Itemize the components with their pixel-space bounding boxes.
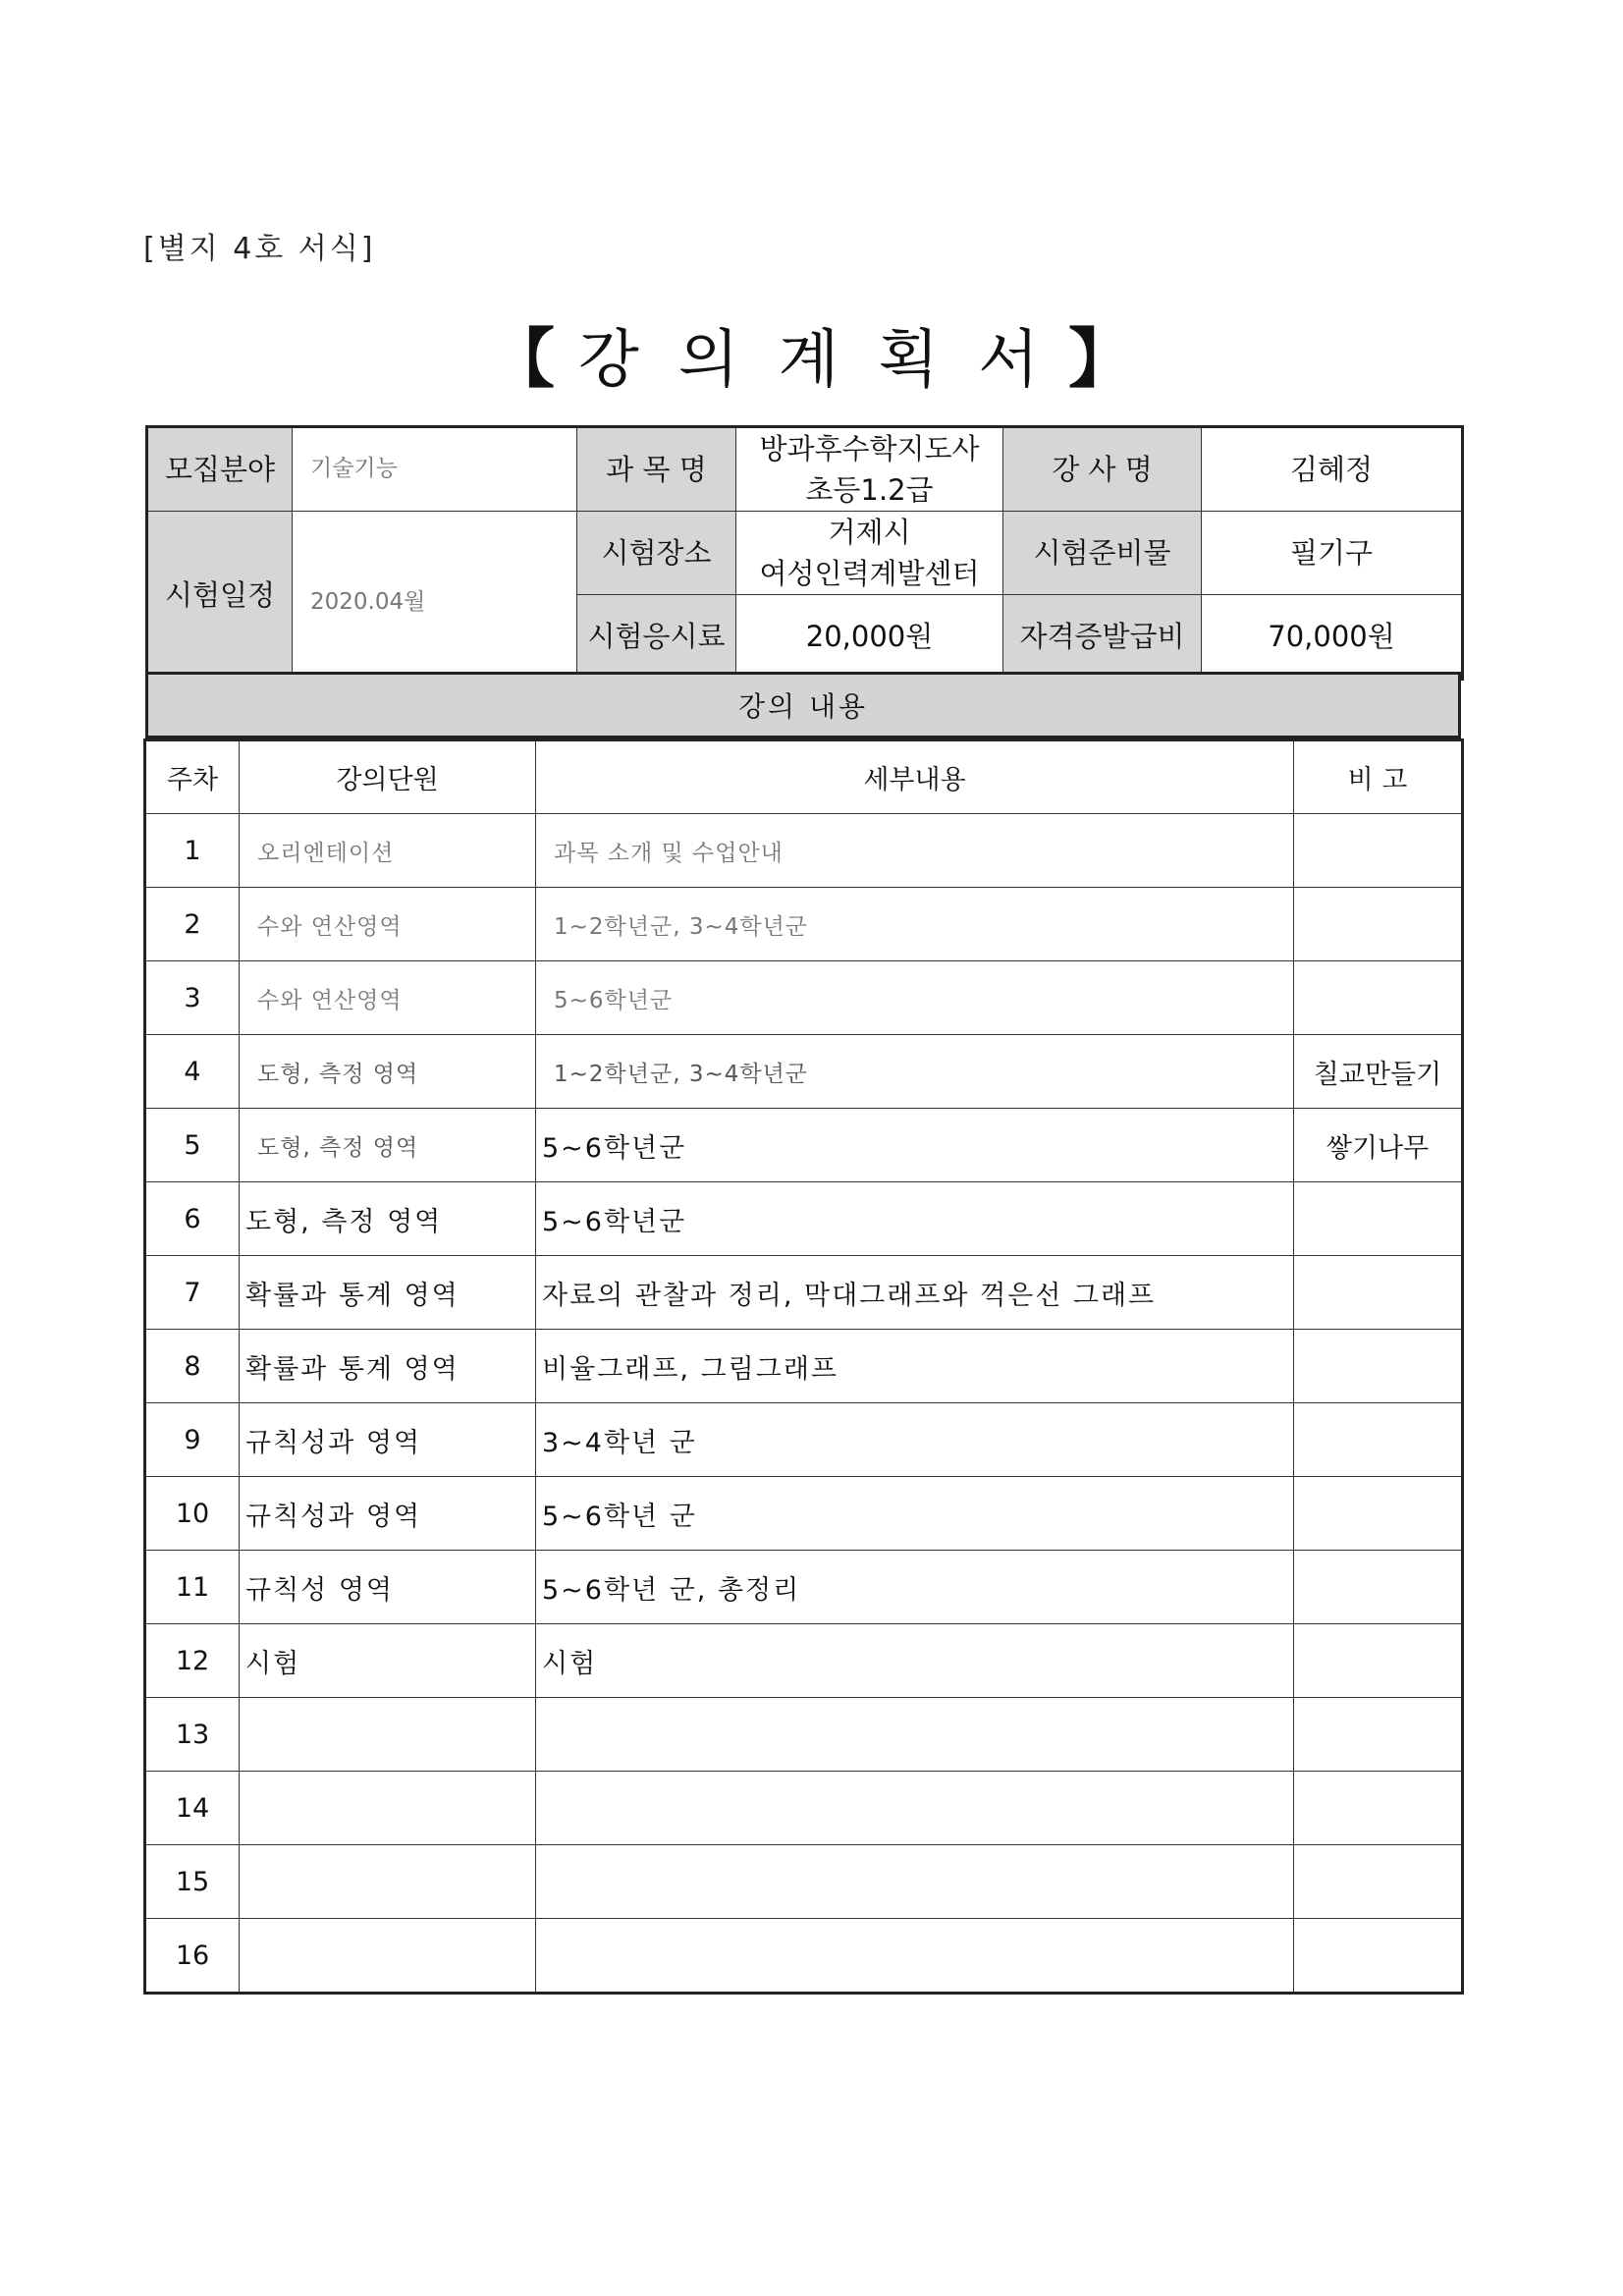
note-cell xyxy=(1294,1403,1463,1477)
exam-supplies-value: 필기구 xyxy=(1202,512,1463,595)
note-cell xyxy=(1294,1330,1463,1403)
table-row xyxy=(145,888,1463,961)
detail-cell: 5~6학년군 xyxy=(536,1109,1294,1182)
table-row xyxy=(145,1330,1463,1403)
note-cell: 칠교만들기 xyxy=(1294,1035,1463,1109)
detail-cell xyxy=(536,1919,1294,1994)
note-cell: 쌓기나무 xyxy=(1294,1109,1463,1182)
week-cell: 5 xyxy=(145,1109,240,1182)
week-cell: 6 xyxy=(145,1182,240,1256)
note-cell xyxy=(1294,1182,1463,1256)
note-cell xyxy=(1294,1256,1463,1330)
unit-cell: 규칙성 영역 xyxy=(240,1551,536,1624)
detail-cell: 1~2학년군, 3~4학년군 xyxy=(536,1035,1294,1109)
title-open-bracket: 【 xyxy=(489,321,555,397)
table-row xyxy=(145,1845,1463,1919)
note-cell xyxy=(1294,1551,1463,1624)
course-name-label: 과 목 명 xyxy=(577,427,736,512)
week-cell: 2 xyxy=(145,888,240,961)
exam-fee-value: 20,000원 xyxy=(736,595,1003,680)
column-header-note: 비 고 xyxy=(1294,740,1463,814)
cert-fee-value: 70,000원 xyxy=(1202,595,1463,680)
column-header-unit: 강의단원 xyxy=(240,740,536,814)
exam-place-line2: 여성인력계발센터 xyxy=(759,557,980,591)
unit-cell: 도형, 측정 영역 xyxy=(240,1035,536,1109)
table-row xyxy=(145,1477,1463,1551)
detail-cell: 5~6학년군 xyxy=(536,961,1294,1035)
unit-cell: 규칙성과 영역 xyxy=(240,1403,536,1477)
unit-cell: 수와 연산영역 xyxy=(240,888,536,961)
exam-schedule-value: 2020.04월 xyxy=(293,512,577,680)
note-cell xyxy=(1294,1624,1463,1698)
note-cell xyxy=(1294,888,1463,961)
instructor-label: 강 사 명 xyxy=(1003,427,1202,512)
detail-cell xyxy=(536,1698,1294,1772)
note-cell xyxy=(1294,961,1463,1035)
detail-cell: 5~6학년 군, 총정리 xyxy=(536,1551,1294,1624)
unit-cell xyxy=(240,1772,536,1845)
title-close-bracket: 】 xyxy=(1068,321,1134,397)
instructor-value: 김혜정 xyxy=(1202,427,1463,512)
detail-cell: 시험 xyxy=(536,1624,1294,1698)
table-row xyxy=(145,1182,1463,1256)
exam-place-label: 시험장소 xyxy=(577,512,736,595)
header-row-1 xyxy=(147,427,1463,512)
note-cell xyxy=(1294,1772,1463,1845)
unit-cell xyxy=(240,1845,536,1919)
column-header-week: 주차 xyxy=(145,740,240,814)
unit-cell xyxy=(240,1698,536,1772)
week-cell: 1 xyxy=(145,814,240,888)
week-cell: 7 xyxy=(145,1256,240,1330)
week-cell: 15 xyxy=(145,1845,240,1919)
cert-fee-label: 자격증발급비 xyxy=(1003,595,1202,680)
exam-schedule-label: 시험일정 xyxy=(147,512,293,680)
lecture-content-section-title: 강의 내용 xyxy=(145,672,1461,738)
table-row xyxy=(145,1256,1463,1330)
table-row xyxy=(145,1698,1463,1772)
table-row xyxy=(145,1624,1463,1698)
header-row-2 xyxy=(147,512,1463,595)
detail-cell: 과목 소개 및 수업안내 xyxy=(536,814,1294,888)
title-text: 강의계획서 xyxy=(577,324,1079,397)
form-number-label: [별지 4호 서식] xyxy=(143,232,376,266)
note-cell xyxy=(1294,1845,1463,1919)
unit-cell: 수와 연산영역 xyxy=(240,961,536,1035)
table-row xyxy=(145,1109,1463,1182)
detail-cell: 비율그래프, 그림그래프 xyxy=(536,1330,1294,1403)
exam-place-line1: 거제시 xyxy=(828,516,911,550)
exam-fee-label: 시험응시료 xyxy=(577,595,736,680)
exam-place-value xyxy=(736,512,1003,595)
table-row xyxy=(145,1919,1463,1994)
week-cell: 14 xyxy=(145,1772,240,1845)
detail-cell: 자료의 관찰과 정리, 막대그래프와 꺽은선 그래프 xyxy=(536,1256,1294,1330)
note-cell xyxy=(1294,1477,1463,1551)
table-row xyxy=(145,1551,1463,1624)
unit-cell: 확률과 통계 영역 xyxy=(240,1330,536,1403)
exam-supplies-label: 시험준비물 xyxy=(1003,512,1202,595)
table-row xyxy=(145,1403,1463,1477)
recruit-field-value: 기술기능 xyxy=(293,427,577,512)
course-name-line1: 방과후수학지도사 xyxy=(759,432,980,465)
week-cell: 11 xyxy=(145,1551,240,1624)
unit-cell: 오리엔테이션 xyxy=(240,814,536,888)
detail-cell: 1~2학년군, 3~4학년군 xyxy=(536,888,1294,961)
unit-cell: 도형, 측정 영역 xyxy=(240,1109,536,1182)
week-cell: 13 xyxy=(145,1698,240,1772)
detail-cell xyxy=(536,1845,1294,1919)
unit-cell: 확률과 통계 영역 xyxy=(240,1256,536,1330)
lecture-table-header xyxy=(145,740,1463,814)
week-cell: 9 xyxy=(145,1403,240,1477)
recruit-field-label: 모집분야 xyxy=(147,427,293,512)
table-row xyxy=(145,961,1463,1035)
week-cell: 16 xyxy=(145,1919,240,1994)
lecture-plan-table xyxy=(143,738,1464,1995)
detail-cell: 3~4학년 군 xyxy=(536,1403,1294,1477)
detail-cell: 5~6학년군 xyxy=(536,1182,1294,1256)
detail-cell: 5~6학년 군 xyxy=(536,1477,1294,1551)
course-name-value xyxy=(736,427,1003,512)
unit-cell: 도형, 측정 영역 xyxy=(240,1182,536,1256)
note-cell xyxy=(1294,814,1463,888)
table-row xyxy=(145,814,1463,888)
course-name-line2: 초등1.2급 xyxy=(805,473,934,508)
unit-cell xyxy=(240,1919,536,1994)
week-cell: 10 xyxy=(145,1477,240,1551)
unit-cell: 시험 xyxy=(240,1624,536,1698)
detail-cell xyxy=(536,1772,1294,1845)
week-cell: 4 xyxy=(145,1035,240,1109)
week-cell: 12 xyxy=(145,1624,240,1698)
table-row xyxy=(145,1772,1463,1845)
note-cell xyxy=(1294,1698,1463,1772)
week-cell: 3 xyxy=(145,961,240,1035)
note-cell xyxy=(1294,1919,1463,1994)
column-header-detail: 세부내용 xyxy=(536,740,1294,814)
week-cell: 8 xyxy=(145,1330,240,1403)
document-title xyxy=(0,306,1623,400)
table-row xyxy=(145,1035,1463,1109)
course-info-table xyxy=(145,425,1464,681)
unit-cell: 규칙성과 영역 xyxy=(240,1477,536,1551)
